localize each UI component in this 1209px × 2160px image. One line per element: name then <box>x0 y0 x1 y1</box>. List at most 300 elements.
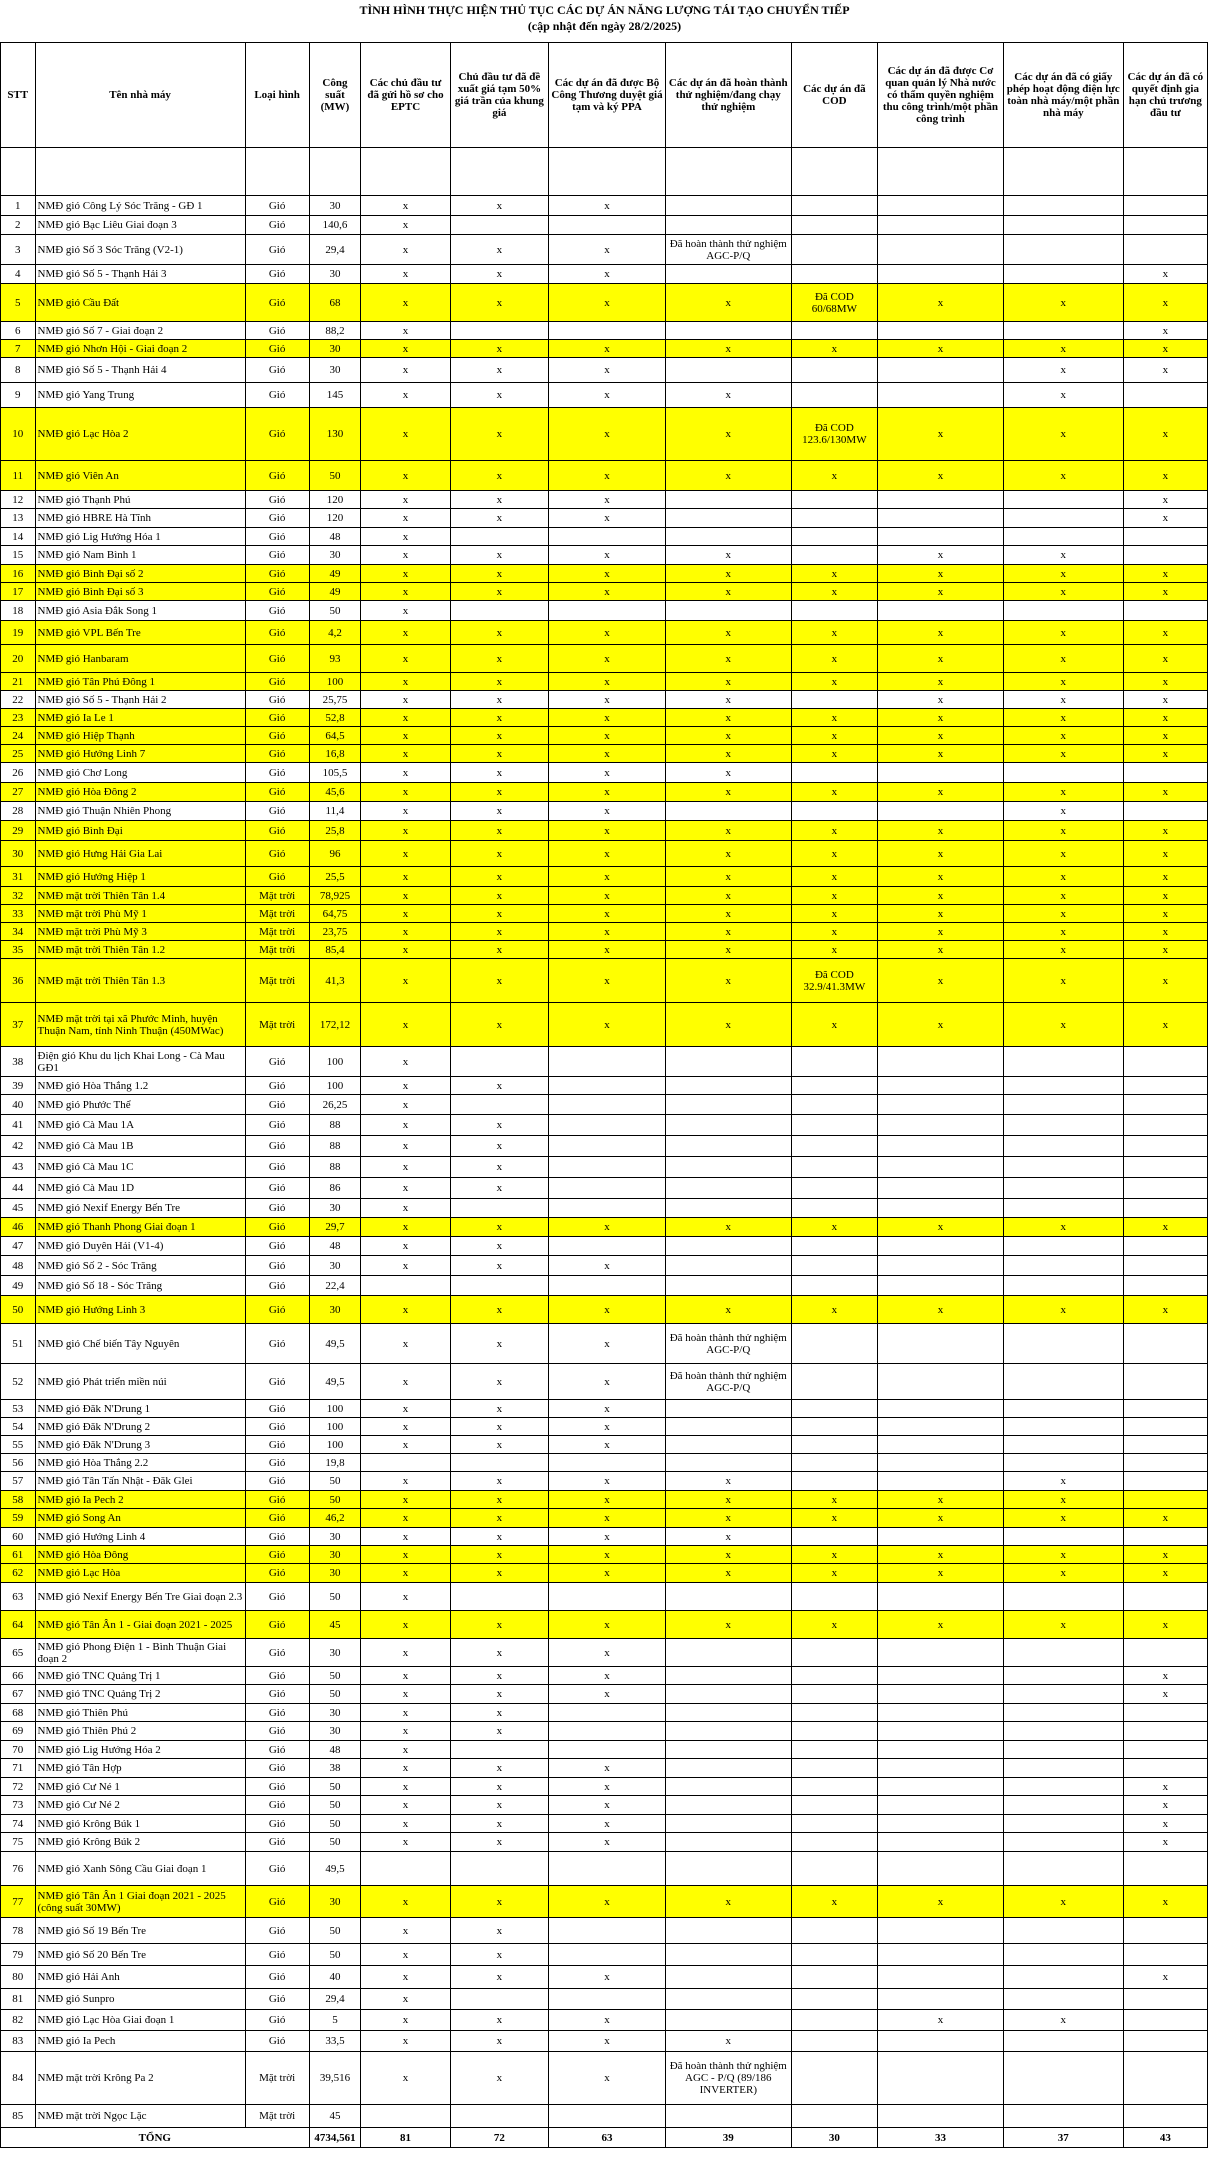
cell-eptc-submitted: x <box>361 621 450 645</box>
cell-testing <box>665 1722 791 1741</box>
cell-eptc-submitted: x <box>361 1256 450 1276</box>
cell-eptc-submitted: x <box>361 1685 450 1704</box>
cell-stt: 29 <box>1 821 36 841</box>
cell-cod: x <box>791 1564 877 1583</box>
cell-testing <box>665 1077 791 1095</box>
cell-type: Gió <box>245 1667 309 1685</box>
cell-type: Gió <box>245 565 309 583</box>
cell-price-proposed: x <box>450 1639 548 1667</box>
cell-ppa-signed: x <box>549 941 666 959</box>
cell-stt: 18 <box>1 601 36 621</box>
cell-stt: 62 <box>1 1564 36 1583</box>
cell-capacity: 25,8 <box>309 821 361 841</box>
cell-capacity: 48 <box>309 1237 361 1256</box>
cell-extension: x <box>1123 1546 1207 1564</box>
cell-eptc-submitted: x <box>361 383 450 408</box>
cell-capacity: 50 <box>309 1778 361 1796</box>
cell-license <box>1003 1796 1123 1815</box>
cell-stt: 7 <box>1 340 36 358</box>
cell-cod <box>791 322 877 340</box>
cell-extension: x <box>1123 408 1207 461</box>
cell-eptc-submitted: x <box>361 2031 450 2052</box>
cell-extension <box>1123 2105 1207 2128</box>
cell-extension: x <box>1123 1966 1207 1989</box>
table-row <box>1 1583 1208 1611</box>
cell-cod <box>791 1833 877 1852</box>
cell-acceptance <box>878 1178 1004 1199</box>
cell-stt: 72 <box>1 1778 36 1796</box>
cell-eptc-submitted: x <box>361 1047 450 1077</box>
table-row <box>1 1886 1208 1918</box>
cell-plant-name: NMĐ gió Số 5 - Thạnh Hải 2 <box>35 691 245 709</box>
cell-type: Gió <box>245 691 309 709</box>
cell-plant-name: NMĐ mặt trời Phù Mỹ 1 <box>35 905 245 923</box>
cell-stt: 6 <box>1 322 36 340</box>
cell-stt: 74 <box>1 1815 36 1833</box>
cell-capacity: 50 <box>309 1918 361 1944</box>
cell-license: x <box>1003 284 1123 322</box>
table-row <box>1 1704 1208 1722</box>
cell-testing: x <box>665 1218 791 1237</box>
total-count: 63 <box>549 2128 666 2148</box>
cell-license <box>1003 235 1123 265</box>
cell-eptc-submitted: x <box>361 1364 450 1400</box>
cell-license: x <box>1003 887 1123 905</box>
cell-type: Gió <box>245 1324 309 1364</box>
cell-plant-name: NMĐ gió Sunpro <box>35 1989 245 2010</box>
cell-capacity: 50 <box>309 601 361 621</box>
cell-stt: 47 <box>1 1237 36 1256</box>
cell-cod <box>791 196 877 216</box>
cell-eptc-submitted: x <box>361 1778 450 1796</box>
cell-acceptance <box>878 763 1004 783</box>
cell-plant-name: NMĐ gió Hòa Đông 2 <box>35 783 245 802</box>
cell-type: Gió <box>245 546 309 565</box>
cell-license <box>1003 1583 1123 1611</box>
cell-acceptance <box>878 1418 1004 1436</box>
cell-acceptance: x <box>878 340 1004 358</box>
total-label: TỔNG <box>1 2128 310 2148</box>
cell-ppa-signed: x <box>549 887 666 905</box>
cell-testing: x <box>665 565 791 583</box>
cell-ppa-signed: x <box>549 340 666 358</box>
cell-plant-name: NMĐ gió Cư Né 2 <box>35 1796 245 1815</box>
cell-testing: x <box>665 340 791 358</box>
column-header: Chủ đầu tư đã đề xuất giá tạm 50% giá trần của khung giá <box>450 43 548 148</box>
cell-type: Gió <box>245 1256 309 1276</box>
table-row <box>1 841 1208 867</box>
cell-testing <box>665 1047 791 1077</box>
cell-eptc-submitted: x <box>361 867 450 887</box>
cell-eptc-submitted: x <box>361 340 450 358</box>
cell-stt: 79 <box>1 1944 36 1966</box>
cell-extension: x <box>1123 709 1207 727</box>
cell-plant-name: NMĐ mặt trời Phù Mỹ 3 <box>35 923 245 941</box>
table-body <box>1 196 1208 2128</box>
cell-ppa-signed: x <box>549 673 666 691</box>
cell-license: x <box>1003 1546 1123 1564</box>
column-header: Các dự án đã COD <box>791 43 877 148</box>
table-header-row <box>1 43 1208 148</box>
cell-type: Gió <box>245 1436 309 1454</box>
cell-type: Gió <box>245 1276 309 1296</box>
cell-type: Gió <box>245 601 309 621</box>
cell-price-proposed <box>450 528 548 546</box>
cell-cod <box>791 2031 877 2052</box>
table-row <box>1 621 1208 645</box>
cell-cod <box>791 1639 877 1667</box>
cell-type: Mặt trời <box>245 2105 309 2128</box>
cell-capacity: 30 <box>309 1296 361 1324</box>
cell-acceptance <box>878 802 1004 821</box>
cell-eptc-submitted: x <box>361 1546 450 1564</box>
table-row <box>1 745 1208 763</box>
cell-price-proposed: x <box>450 673 548 691</box>
cell-stt: 16 <box>1 565 36 583</box>
cell-acceptance: x <box>878 1886 1004 1918</box>
cell-testing: Đã hoàn thành thử nghiệm AGC-P/Q <box>665 235 791 265</box>
cell-price-proposed: x <box>450 727 548 745</box>
cell-license <box>1003 1989 1123 2010</box>
cell-ppa-signed <box>549 1944 666 1966</box>
cell-plant-name: NMĐ gió Tân Ân 1 Giai đoạn 2021 - 2025 (công suất 30MW) <box>35 1886 245 1918</box>
cell-price-proposed: x <box>450 1400 548 1418</box>
cell-extension <box>1123 1115 1207 1136</box>
cell-cod: x <box>791 709 877 727</box>
cell-plant-name: NMĐ gió Song An <box>35 1509 245 1528</box>
cell-cod <box>791 1722 877 1741</box>
cell-cod <box>791 1944 877 1966</box>
cell-price-proposed: x <box>450 1324 548 1364</box>
cell-cod <box>791 1157 877 1178</box>
cell-testing: x <box>665 1546 791 1564</box>
cell-ppa-signed: x <box>549 1528 666 1546</box>
table-row <box>1 546 1208 565</box>
cell-capacity: 100 <box>309 1077 361 1095</box>
projects-table <box>0 42 1208 2148</box>
cell-testing <box>665 1704 791 1722</box>
table-row <box>1 1491 1208 1509</box>
table-row <box>1 1237 1208 1256</box>
cell-price-proposed: x <box>450 1364 548 1400</box>
table-row <box>1 1564 1208 1583</box>
column-header: Các chủ đầu tư đã gửi hồ sơ cho EPTC <box>361 43 450 148</box>
cell-license: x <box>1003 745 1123 763</box>
cell-plant-name: NMĐ gió Phong Điện 1 - Bình Thuận Giai đoạn 2 <box>35 1639 245 1667</box>
cell-type: Gió <box>245 802 309 821</box>
cell-cod <box>791 1115 877 1136</box>
table-row <box>1 265 1208 284</box>
cell-testing <box>665 1667 791 1685</box>
cell-testing <box>665 802 791 821</box>
cell-ppa-signed: x <box>549 709 666 727</box>
cell-price-proposed: x <box>450 841 548 867</box>
cell-stt: 24 <box>1 727 36 745</box>
cell-extension: x <box>1123 1796 1207 1815</box>
cell-ppa-signed <box>549 1047 666 1077</box>
cell-license <box>1003 1639 1123 1667</box>
cell-stt: 8 <box>1 358 36 383</box>
table-row <box>1 340 1208 358</box>
cell-cod: x <box>791 841 877 867</box>
cell-license: x <box>1003 905 1123 923</box>
cell-license: x <box>1003 673 1123 691</box>
cell-ppa-signed: x <box>549 802 666 821</box>
cell-plant-name: NMĐ gió Thiên Phú <box>35 1704 245 1722</box>
cell-type: Gió <box>245 1472 309 1491</box>
cell-stt: 23 <box>1 709 36 727</box>
table-row <box>1 1115 1208 1136</box>
cell-license <box>1003 196 1123 216</box>
cell-stt: 43 <box>1 1157 36 1178</box>
cell-capacity: 172,12 <box>309 1003 361 1047</box>
cell-price-proposed: x <box>450 645 548 673</box>
cell-extension <box>1123 2031 1207 2052</box>
cell-ppa-signed <box>549 1115 666 1136</box>
table-row <box>1 1047 1208 1077</box>
cell-type: Gió <box>245 235 309 265</box>
cell-license <box>1003 1047 1123 1077</box>
cell-capacity: 33,5 <box>309 2031 361 2052</box>
cell-type: Gió <box>245 491 309 509</box>
cell-stt: 1 <box>1 196 36 216</box>
cell-eptc-submitted: x <box>361 763 450 783</box>
header-spacer-row <box>1 148 1208 196</box>
table-row <box>1 1778 1208 1796</box>
cell-acceptance: x <box>878 583 1004 601</box>
cell-cod <box>791 546 877 565</box>
cell-ppa-signed: x <box>549 621 666 645</box>
cell-testing: x <box>665 821 791 841</box>
cell-license: x <box>1003 959 1123 1003</box>
cell-ppa-signed: x <box>549 235 666 265</box>
cell-eptc-submitted: x <box>361 509 450 528</box>
cell-plant-name: NMĐ gió Krông Búk 1 <box>35 1815 245 1833</box>
cell-cod <box>791 528 877 546</box>
column-header: Các dự án đã có giấy phép hoạt động điện lực toàn nhà máy/một phần nhà máy <box>1003 43 1123 148</box>
cell-license: x <box>1003 408 1123 461</box>
cell-ppa-signed: x <box>549 867 666 887</box>
cell-type: Gió <box>245 1741 309 1759</box>
cell-type: Gió <box>245 621 309 645</box>
cell-price-proposed <box>450 1583 548 1611</box>
cell-license: x <box>1003 383 1123 408</box>
cell-license <box>1003 1704 1123 1722</box>
cell-eptc-submitted: x <box>361 887 450 905</box>
cell-price-proposed: x <box>450 1886 548 1918</box>
cell-acceptance <box>878 358 1004 383</box>
cell-testing <box>665 1918 791 1944</box>
table-row <box>1 941 1208 959</box>
cell-cod: x <box>791 1296 877 1324</box>
cell-extension: x <box>1123 745 1207 763</box>
cell-extension: x <box>1123 1667 1207 1685</box>
cell-plant-name: NMĐ gió Phước Thể <box>35 1095 245 1115</box>
cell-type: Gió <box>245 265 309 284</box>
cell-price-proposed: x <box>450 1815 548 1833</box>
cell-acceptance: x <box>878 284 1004 322</box>
cell-extension <box>1123 1157 1207 1178</box>
table-row <box>1 2031 1208 2052</box>
cell-price-proposed <box>450 1095 548 1115</box>
cell-extension <box>1123 1989 1207 2010</box>
cell-stt: 44 <box>1 1178 36 1199</box>
cell-testing <box>665 1989 791 2010</box>
table-row <box>1 1685 1208 1704</box>
cell-acceptance <box>878 1815 1004 1833</box>
cell-extension <box>1123 1741 1207 1759</box>
cell-ppa-signed <box>549 1237 666 1256</box>
cell-testing: x <box>665 621 791 645</box>
table-row <box>1 1296 1208 1324</box>
cell-acceptance <box>878 1741 1004 1759</box>
cell-testing: x <box>665 1491 791 1509</box>
cell-stt: 12 <box>1 491 36 509</box>
cell-eptc-submitted: x <box>361 1796 450 1815</box>
cell-capacity: 30 <box>309 1722 361 1741</box>
cell-license <box>1003 1741 1123 1759</box>
cell-acceptance <box>878 1136 1004 1157</box>
cell-acceptance <box>878 1472 1004 1491</box>
table-row <box>1 1852 1208 1886</box>
cell-type: Gió <box>245 1546 309 1564</box>
cell-stt: 78 <box>1 1918 36 1944</box>
cell-ppa-signed: x <box>549 583 666 601</box>
cell-capacity: 30 <box>309 1886 361 1918</box>
cell-eptc-submitted: x <box>361 645 450 673</box>
cell-type: Gió <box>245 1237 309 1256</box>
cell-testing: x <box>665 691 791 709</box>
cell-ppa-signed: x <box>549 821 666 841</box>
cell-cod <box>791 691 877 709</box>
cell-stt: 76 <box>1 1852 36 1886</box>
cell-cod: x <box>791 1886 877 1918</box>
cell-cod: x <box>791 745 877 763</box>
cell-extension: x <box>1123 645 1207 673</box>
cell-testing <box>665 1741 791 1759</box>
cell-extension: x <box>1123 1778 1207 1796</box>
cell-stt: 67 <box>1 1685 36 1704</box>
column-header: Công suất (MW) <box>309 43 361 148</box>
cell-ppa-signed: x <box>549 1324 666 1364</box>
cell-price-proposed: x <box>450 867 548 887</box>
cell-capacity: 45 <box>309 1611 361 1639</box>
cell-ppa-signed <box>549 1918 666 1944</box>
cell-ppa-signed: x <box>549 2010 666 2031</box>
cell-testing <box>665 1095 791 1115</box>
cell-plant-name: NMĐ mặt trời Ngọc Lặc <box>35 2105 245 2128</box>
cell-ppa-signed: x <box>549 383 666 408</box>
cell-plant-name: NMĐ gió Số 7 - Giai đoạn 2 <box>35 322 245 340</box>
cell-ppa-signed <box>549 1989 666 2010</box>
total-row <box>1 2128 1208 2148</box>
cell-capacity: 38 <box>309 1759 361 1778</box>
cell-price-proposed <box>450 2105 548 2128</box>
cell-stt: 21 <box>1 673 36 691</box>
cell-eptc-submitted: x <box>361 1583 450 1611</box>
cell-plant-name: NMĐ gió Cà Mau 1C <box>35 1157 245 1178</box>
cell-plant-name: NMĐ gió Hướng Linh 3 <box>35 1296 245 1324</box>
cell-license: x <box>1003 1296 1123 1324</box>
cell-ppa-signed: x <box>549 1685 666 1704</box>
cell-acceptance <box>878 2031 1004 2052</box>
cell-plant-name: NMĐ gió TNC Quảng Trị 1 <box>35 1667 245 1685</box>
total-count: 30 <box>791 2128 877 2148</box>
cell-eptc-submitted: x <box>361 1199 450 1218</box>
cell-cod <box>791 1472 877 1491</box>
cell-price-proposed: x <box>450 1003 548 1047</box>
cell-extension: x <box>1123 867 1207 887</box>
cell-cod <box>791 216 877 235</box>
cell-ppa-signed: x <box>549 265 666 284</box>
cell-ppa-signed <box>549 1454 666 1472</box>
cell-price-proposed: x <box>450 1528 548 1546</box>
cell-ppa-signed: x <box>549 959 666 1003</box>
cell-ppa-signed <box>549 1178 666 1199</box>
cell-stt: 10 <box>1 408 36 461</box>
cell-license: x <box>1003 2010 1123 2031</box>
cell-type: Gió <box>245 1364 309 1400</box>
cell-cod <box>791 1237 877 1256</box>
cell-ppa-signed: x <box>549 645 666 673</box>
cell-plant-name: NMĐ gió Công Lý Sóc Trăng - GĐ 1 <box>35 196 245 216</box>
cell-price-proposed <box>450 1741 548 1759</box>
cell-plant-name: NMĐ gió Hải Anh <box>35 1966 245 1989</box>
cell-type: Gió <box>245 1218 309 1237</box>
cell-price-proposed: x <box>450 1077 548 1095</box>
cell-extension <box>1123 2010 1207 2031</box>
cell-license: x <box>1003 691 1123 709</box>
cell-eptc-submitted: x <box>361 2010 450 2031</box>
cell-acceptance <box>878 1095 1004 1115</box>
cell-testing <box>665 1199 791 1218</box>
cell-capacity: 29,7 <box>309 1218 361 1237</box>
cell-extension: x <box>1123 491 1207 509</box>
cell-extension: x <box>1123 284 1207 322</box>
cell-extension <box>1123 1178 1207 1199</box>
cell-acceptance <box>878 1237 1004 1256</box>
cell-price-proposed: x <box>450 408 548 461</box>
cell-eptc-submitted: x <box>361 1564 450 1583</box>
cell-extension <box>1123 216 1207 235</box>
cell-plant-name: NMĐ gió Phát triển miền núi <box>35 1364 245 1400</box>
cell-price-proposed: x <box>450 821 548 841</box>
cell-price-proposed: x <box>450 491 548 509</box>
cell-type: Gió <box>245 1966 309 1989</box>
cell-ppa-signed <box>549 322 666 340</box>
cell-plant-name: NMĐ gió Hướng Linh 4 <box>35 1528 245 1546</box>
cell-testing: x <box>665 2031 791 2052</box>
cell-capacity: 41,3 <box>309 959 361 1003</box>
cell-ppa-signed: x <box>549 1815 666 1833</box>
cell-capacity: 140,6 <box>309 216 361 235</box>
cell-cod <box>791 235 877 265</box>
cell-testing: x <box>665 546 791 565</box>
cell-price-proposed <box>450 1199 548 1218</box>
cell-license <box>1003 763 1123 783</box>
cell-testing: x <box>665 1003 791 1047</box>
cell-price-proposed: x <box>450 1509 548 1528</box>
cell-cod <box>791 1436 877 1454</box>
cell-plant-name: NMĐ gió Cà Mau 1D <box>35 1178 245 1199</box>
cell-plant-name: NMĐ mặt trời tại xã Phước Minh, huyện Thuận Nam, tỉnh Ninh Thuận (450MWac) <box>35 1003 245 1047</box>
cell-extension <box>1123 1237 1207 1256</box>
cell-ppa-signed <box>549 1741 666 1759</box>
cell-testing: x <box>665 887 791 905</box>
cell-testing <box>665 322 791 340</box>
cell-capacity: 25,75 <box>309 691 361 709</box>
cell-cod <box>791 601 877 621</box>
